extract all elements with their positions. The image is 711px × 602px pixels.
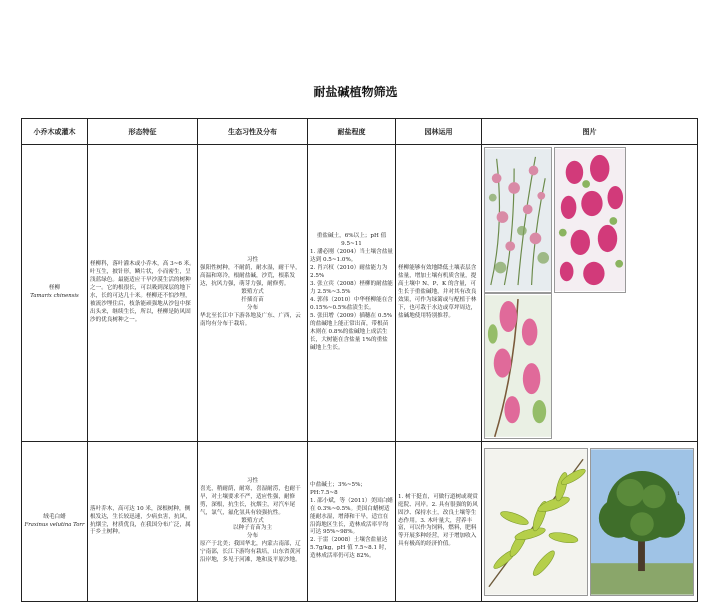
morphology-cell: 柽柳科，落叶灌木或小乔木，高 3~6 米。叶互生，披针形，鳞片状，小而密生，呈浅蓝绿色。最能适应干旱沙漠生活的树种之一。它的根很长，可以吸到深层的地下水，长的可达几十米。柽柳还不怕沙埋，被流沙埋住后，枝条能顽强地从沙包中探出头来，继续生长，所以，柽柳是防风固沙的优良树种之一。 xyxy=(88,145,198,442)
ecology-text: 喜光，稍耐荫，耐寒，喜湿耐涝，也耐干旱，对土壤要求不严，适应性强，耐修剪，深根，抗生长，抗烟尘，对汽车尾气，氯气，氟化氢具有较强抗性。 xyxy=(200,485,301,516)
morphology-cell: 落叶乔木，高可达 10 米，深根树种，侧根发达，生长较迅速，少病虫害，抗风，抗烟尘，材质优良，在我国分布广泛，属于乡土树种。 xyxy=(88,442,198,602)
plant-latin-name: Fraxinus velutina Torr xyxy=(24,521,85,528)
header-morphology: 形态特征 xyxy=(88,119,198,145)
header-landscape: 园林运用 xyxy=(396,119,482,145)
landscape-cell: 柽柳能够有效地降低土壤表层含盐量，增加土壤有机质含量，提高土壤中 N、P、K 的含量，可生长于重盐碱地，并对其有改良效果，可作为绿篱或与配植于林下，也可栽于水边或草坪周边，盐碱地使用特别推荐。 xyxy=(396,145,482,442)
salt-note: 5. 张田增（2009）插穗在 0.5%的盐碱地上能正常出苗，带根苗木则在 0.8%的盐碱地上成活生长，大树能在含盐量 1%的重盐碱地上生长。 xyxy=(310,312,393,351)
plant-name: 绒毛白蜡 xyxy=(43,513,66,520)
salt-note: 2. 肖兴权（2010）耐盐能力为 2.5% xyxy=(310,265,388,280)
ecology-heading: 习性 xyxy=(246,477,259,484)
header-ecology: 生态习性及分布 xyxy=(198,119,308,145)
plant-name: 柽柳 xyxy=(48,285,61,292)
ecology-text: 以种子育苗为主 xyxy=(232,525,273,532)
plant-latin-name: Tamarix chinensis xyxy=(30,293,79,300)
ecology-text: 强阳性树种，不耐荫，耐水湿，耐干旱，高温和寒冷，根耐盐碱，沙荒，根系发达，抗风力强，萌芽力强，耐修剪。 xyxy=(200,265,301,288)
ecology-cell xyxy=(198,145,308,442)
tamarix-photo-branches xyxy=(484,147,552,293)
header-salt-tolerance: 耐盐程度 xyxy=(308,119,396,145)
salt-tolerance-cell xyxy=(308,442,396,602)
ecology-heading: 分布 xyxy=(246,533,259,540)
ecology-text: 原产于北美；我国华北，内蒙古南部，辽宁南部，长江下游均有栽培，山东省黄河沿岸地，多见于河滩，地和及平原沙地。 xyxy=(200,541,301,564)
header-plant: 小乔木或灌木 xyxy=(22,119,88,145)
table-row xyxy=(22,442,698,602)
header-photos: 图片 xyxy=(482,119,698,145)
salt-tolerance-cell xyxy=(308,145,396,442)
ecology-heading: 习性 xyxy=(246,257,259,264)
ecology-cell xyxy=(198,442,308,602)
ash-photo-leaves xyxy=(484,448,588,596)
plant-table xyxy=(21,118,698,602)
ecology-heading: 繁殖方式 xyxy=(241,289,264,296)
tamarix-photo-bloom xyxy=(554,147,626,293)
landscape-cell: 1. 树干挺直，可做行道树或观赏庭院、河岸。2. 具有很强的防风固沙、保持水土，改良土壤等生态作用。3. 木叶量大，营养丰富，可以作为饲料，燃料，肥料等开展多种经营，对于增加收入具有极高的经济价值。 xyxy=(396,442,482,602)
salt-note: 1. 潘必刚（2004）当土壤含盐量达到 0.5~1.0%。 xyxy=(310,249,393,264)
salt-level: 中盐碱土；3%~5%；PH:7.5~8 xyxy=(310,481,366,496)
tamarix-photo-closeup xyxy=(484,293,552,439)
ecology-heading: 分布 xyxy=(246,304,259,311)
ecology-heading: 繁殖方式 xyxy=(241,517,264,524)
page-number: 1 xyxy=(677,491,681,497)
ecology-text: 扦插育苗 xyxy=(241,296,264,303)
photos-cell xyxy=(482,442,698,602)
page-title: 耐盐碱植物筛选 xyxy=(313,85,398,99)
plant-name-cell xyxy=(22,442,88,602)
header-row xyxy=(22,119,698,145)
salt-note: 3. 张立宾（2008）柽柳的耐盐能力 2.5%~3.5% xyxy=(310,281,393,296)
salt-level: 重盐碱土，6%以上；pH 值 9.5~11 xyxy=(316,233,387,248)
salt-note: 1. 邵小斌，等（2011）美国白蜡在 0.3%~0.5%。美国白蜡树适能耐水湿，增薄和干旱，适宜在沿海地区生长，造林成活率平均可达 95%~98%。 xyxy=(310,497,393,536)
salt-note: 2. 于雷（2008）土壤含盐量达 5.7g/kg，pH 值 7.5~8.1 时，造林成活率仍可达 82%。 xyxy=(310,537,390,560)
ecology-text: 华北至长江中下游各地及广东、广西，云南均有分布于栽培。 xyxy=(200,312,301,327)
ash-photo-tree xyxy=(590,448,694,596)
table-row xyxy=(22,145,698,442)
salt-note: 4. 郭伟（2010）中华柽柳能在含 0.15%~0.5%盐渍生长。 xyxy=(310,296,393,311)
photos-cell xyxy=(482,145,698,442)
plant-name-cell xyxy=(22,145,88,442)
